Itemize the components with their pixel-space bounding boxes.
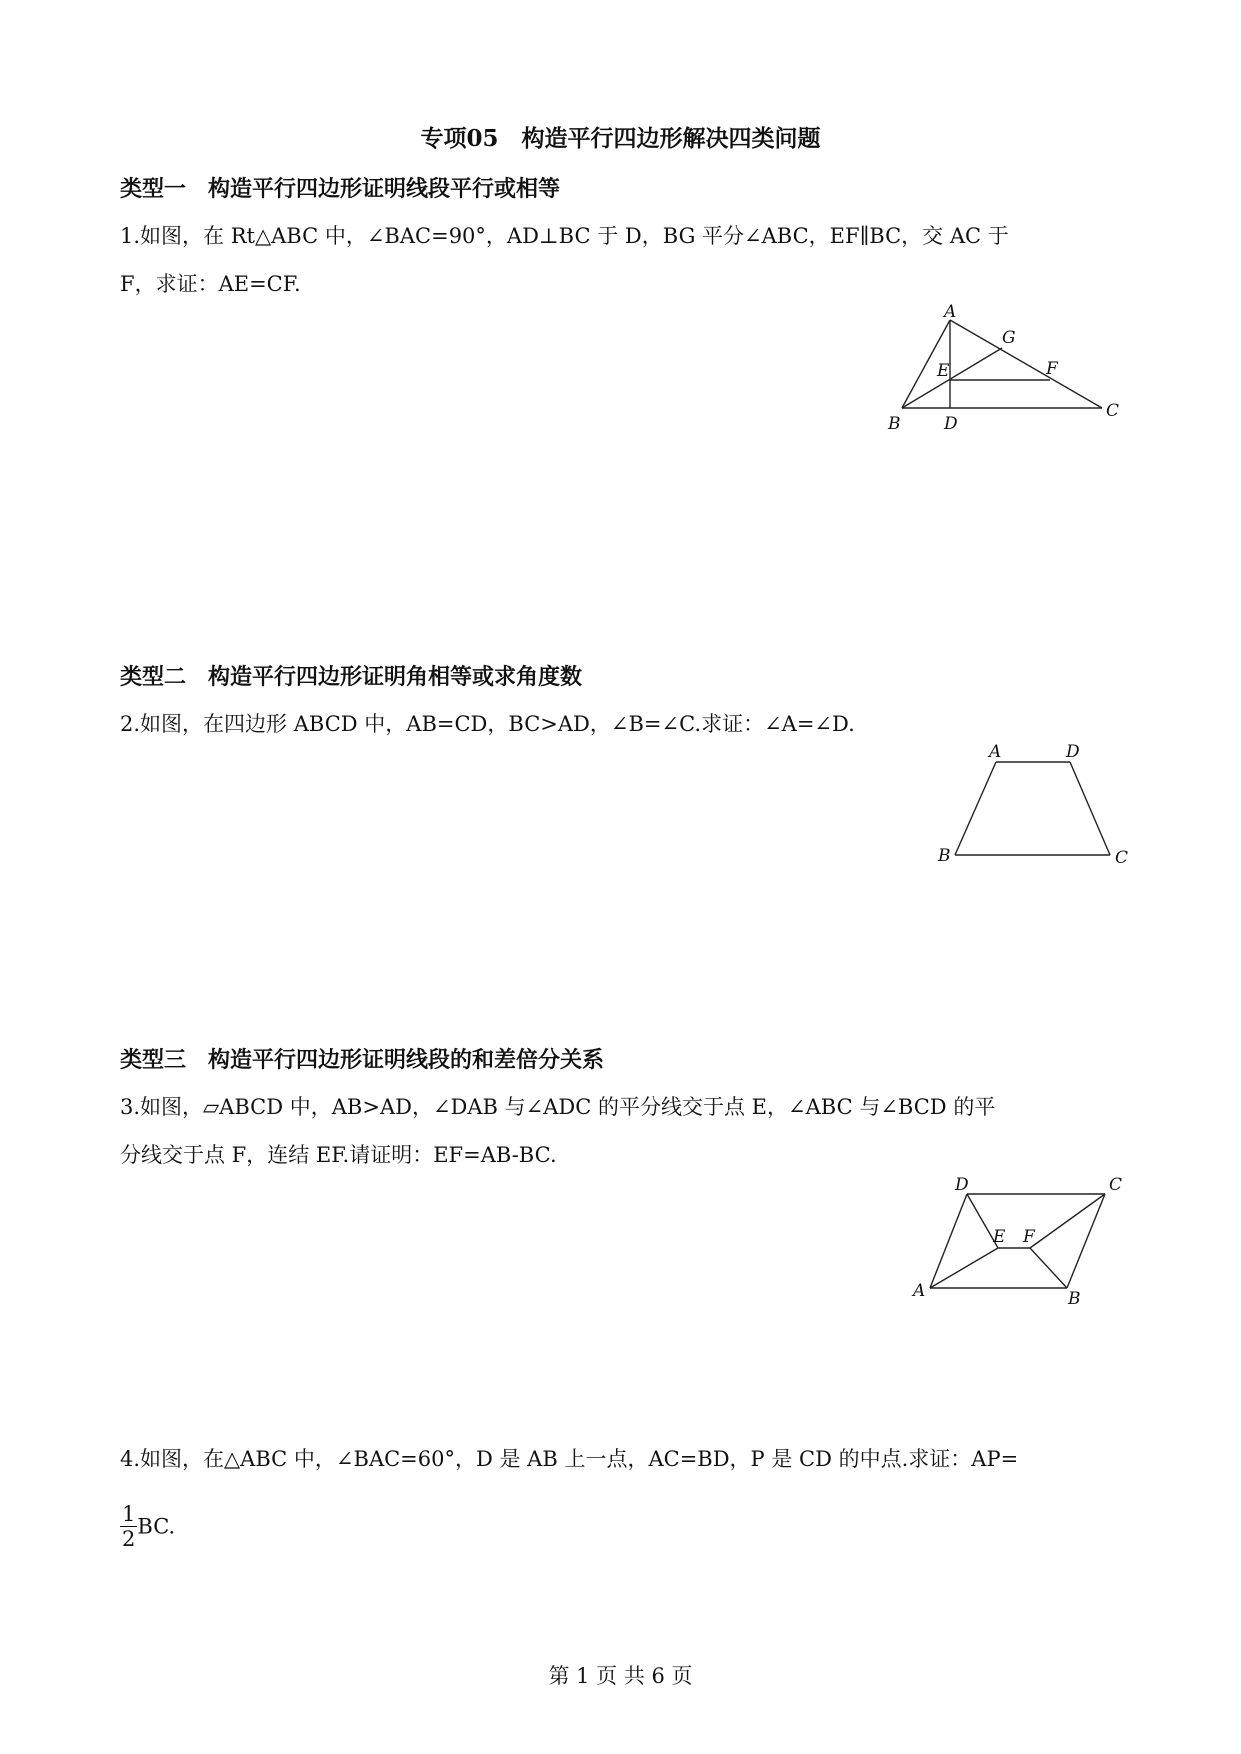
fig1-label-d: D [944, 414, 958, 434]
fig1-label-f: F [1046, 359, 1058, 379]
fig3-label-e: E [993, 1227, 1006, 1247]
fig2-label-d: D [1066, 742, 1080, 762]
fraction-numerator: 1 [122, 1502, 136, 1526]
fig3-label-a: A [913, 1281, 926, 1301]
fraction-denominator: 2 [122, 1527, 136, 1551]
fig3-label-c: C [1109, 1175, 1123, 1195]
section-heading-1: 类型一 构造平行四边形证明线段平行或相等 [120, 176, 561, 202]
problem-3-line-1: 3.如图，▱ABCD 中，AB>AD，∠DAB 与∠ADC 的平分线交于点 E，∠ABC 与∠BCD 的平 [120, 1095, 996, 1119]
problem-4-line-1: 4.如图，在△ABC 中，∠BAC=60°，D 是 AB 上一点，AC=BD，P 是 CD 的中点.求证：AP= [120, 1447, 1019, 1471]
fraction-one-half [120, 1502, 137, 1551]
figure-3 [905, 1175, 1145, 1318]
problem-4-line-2 [120, 1502, 175, 1551]
problem-3-line-2: 分线交于点 F，连结 EF.请证明：EF=AB-BC. [120, 1143, 557, 1167]
problem-2-line-1: 2.如图，在四边形 ABCD 中，AB=CD，BC>AD，∠B=∠C.求证：∠A=∠D. [120, 712, 855, 736]
fig1-label-a: A [944, 302, 957, 322]
page-footer: 第 1 页 共 6 页 [548, 1664, 693, 1688]
fig2-label-b: B [938, 846, 951, 866]
fig3-label-f: F [1023, 1227, 1035, 1247]
problem-4-line-2-tail: BC. [137, 1514, 176, 1539]
page-title: 专项05 构造平行四边形解决四类问题 [420, 125, 821, 152]
problem-1-line-1: 1.如图，在 Rt△ABC 中，∠BAC=90°，AD⊥BC 于 D，BG 平分∠ABC，EF∥BC，交 AC 于 [120, 224, 1009, 248]
figure-1 [880, 302, 1140, 445]
section-heading-3: 类型三 构造平行四边形证明线段的和差倍分关系 [120, 1047, 605, 1073]
fig3-label-d: D [955, 1175, 969, 1195]
fig1-label-g: G [1002, 328, 1016, 348]
fig3-label-b: B [1068, 1289, 1081, 1309]
fig1-label-c: C [1106, 401, 1120, 421]
fig2-label-a: A [989, 742, 1002, 762]
figure-2 [925, 742, 1135, 882]
fig1-label-e: E [937, 361, 950, 381]
section-heading-2: 类型二 构造平行四边形证明角相等或求角度数 [120, 664, 583, 690]
problem-1-line-2: F，求证：AE=CF. [120, 272, 301, 296]
fig2-label-c: C [1115, 848, 1129, 868]
fig1-label-b: B [888, 414, 901, 434]
